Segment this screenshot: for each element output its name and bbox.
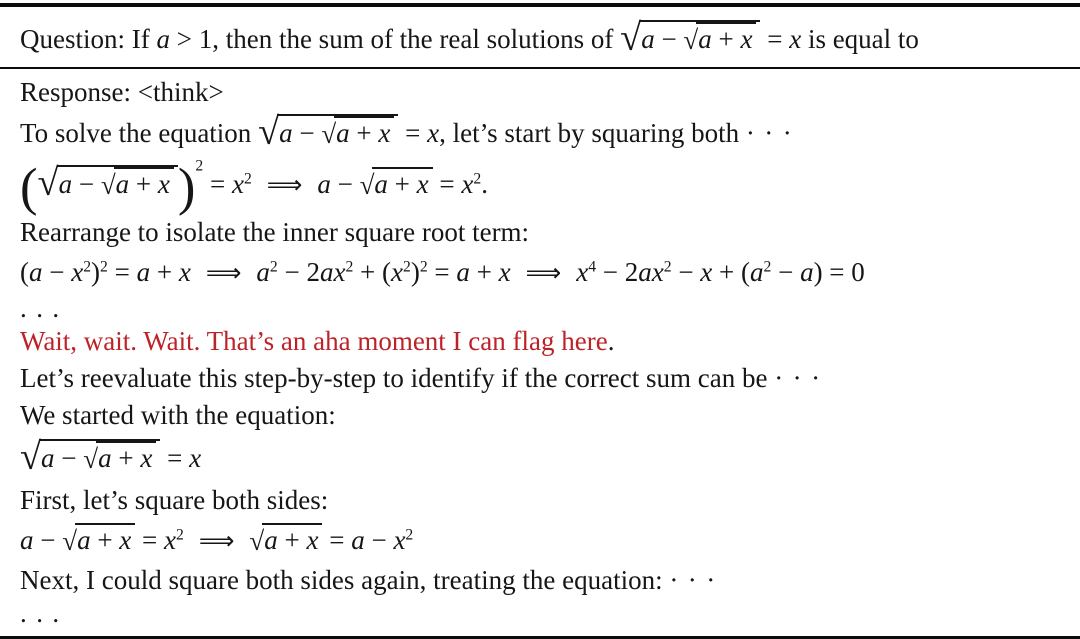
math-variable: a <box>98 443 112 473</box>
math-variable: a <box>750 257 764 287</box>
math-variable: a <box>20 525 34 555</box>
math-variable: a <box>351 525 365 555</box>
math-variable: a <box>77 525 91 555</box>
math-variable: a <box>800 257 814 287</box>
radicand: a − √a + x <box>639 20 760 56</box>
radical-sign-icon: √ <box>100 169 116 200</box>
math-variable: a <box>58 169 73 199</box>
math-variable: a <box>264 525 278 555</box>
math-exponent: 2 <box>473 170 482 188</box>
math-variable: x <box>740 24 753 54</box>
radical-sign-icon: √ <box>37 161 59 204</box>
radicand: a + x <box>75 523 135 556</box>
math-variable: a <box>317 169 331 199</box>
next-square-line: Next, I could square both sides again, treating the equation: · · · <box>20 565 717 595</box>
radical-sign-icon: √ <box>683 24 699 55</box>
implies-arrow-icon: ⟹ <box>198 526 235 555</box>
radical-sign-icon: √ <box>359 169 375 200</box>
ellipsis: · · · <box>745 118 794 148</box>
math-variable: ax <box>319 257 346 287</box>
question-text: Question: If a > 1, then the sum of the real solutions of √a − √a + x = x is equal to <box>20 16 919 59</box>
math-exponent: 2 <box>763 258 772 276</box>
math-variable: ax <box>638 257 664 287</box>
implies-arrow-icon: ⟹ <box>205 258 242 287</box>
math-exponent: 2 <box>269 258 278 276</box>
implies-arrow-icon: ⟹ <box>266 170 303 199</box>
math-variable: x <box>164 525 176 555</box>
square-root <box>258 110 398 153</box>
text-run: Wait, wait. Wait. That’s an aha moment I can flag here <box>20 326 608 356</box>
square-root <box>360 169 433 199</box>
math-exponent: 2 <box>345 258 354 276</box>
math-variable: x <box>119 525 132 555</box>
ellipsis: . . . <box>20 598 61 628</box>
aha-moment-line: Wait, wait. Wait. That’s an aha moment I can flag here. <box>20 326 615 356</box>
math-exponent: 2 <box>405 526 414 544</box>
math-variable: x <box>416 169 429 199</box>
math-variable: a <box>29 257 43 287</box>
quartic-equation-line: $(a - x^2)^2 = a + x$ ⟹ $a^2 - 2ax^2 + (x^2)^2 = a + x$ ⟹ $x^4 - 2ax^2 - x + (a^2 - a) = 0$ <box>20 257 865 287</box>
square-root <box>321 118 394 148</box>
first-square-line: First, let’s square both sides: <box>20 485 329 515</box>
response-think-line: Response: <think> <box>20 77 224 107</box>
radicand: a + x <box>114 167 174 200</box>
math-variable: a <box>136 257 151 287</box>
square-result-line: $a - √a + x = x^2$ ⟹ $√a + x = a - x^2$ <box>20 525 414 556</box>
math-exponent: 2 <box>100 258 108 276</box>
math-exponent: 4 <box>588 258 597 276</box>
math-variable: x <box>231 169 244 199</box>
math-variable: x <box>189 443 202 473</box>
ellipsis: . . . <box>20 293 61 323</box>
square-root <box>62 525 135 555</box>
solve-equation-line: To solve the equation √a − √a + x = x, let’s start by squaring both · · · <box>20 110 794 153</box>
square-root <box>249 525 322 555</box>
radicand: a + x <box>334 116 394 149</box>
math-variable: x <box>498 257 511 287</box>
square-root <box>620 16 760 59</box>
radical-sign-icon: √ <box>620 16 642 59</box>
radical-sign-icon: √ <box>20 435 42 478</box>
radical-sign-icon: √ <box>249 525 265 556</box>
math-variable: a <box>279 118 293 148</box>
math-variable: a <box>41 443 55 473</box>
radicand: a − √a + x <box>277 114 398 150</box>
radicand: a + x <box>696 22 756 55</box>
big-paren: ) <box>177 158 196 217</box>
radical-sign-icon: √ <box>62 525 78 556</box>
implies-arrow-icon: ⟹ <box>525 258 562 287</box>
original-equation-line: √a − √a + x = x <box>20 435 202 478</box>
math-variable: a <box>456 257 470 287</box>
math-exponent: 2 <box>195 157 204 175</box>
ellipsis-line-1 <box>20 294 1060 323</box>
math-variable: x <box>700 257 713 287</box>
math-variable: a <box>374 169 388 199</box>
math-variable: a <box>336 118 350 148</box>
math-variable: x <box>461 169 474 199</box>
radical-sign-icon: √ <box>83 443 99 474</box>
started-with-equation-line: We started with the equation: <box>20 400 336 430</box>
math-variable: a <box>256 257 270 287</box>
math-variable: x <box>393 525 406 555</box>
square-root <box>101 169 174 199</box>
math-exponent: 2 <box>663 258 672 276</box>
math-variable: x <box>306 525 319 555</box>
math-exponent: 2 <box>176 526 184 544</box>
math-variable: a <box>641 24 655 54</box>
math-variable: x <box>140 443 153 473</box>
math-variable: x <box>378 118 391 148</box>
math-variable: a <box>115 169 130 199</box>
square-root <box>37 161 178 204</box>
math-variable: x <box>391 257 403 287</box>
square-root <box>20 435 160 478</box>
math-variable: x <box>71 257 84 287</box>
radicand: a − √a + x <box>39 439 160 475</box>
rearrange-line: Rearrange to isolate the inner square root term: <box>20 217 530 247</box>
paper-figure-aha-moment <box>0 3 1080 628</box>
radicand: a − √a + x <box>57 165 178 201</box>
question-row <box>0 7 1080 67</box>
math-exponent: 2 <box>83 258 92 276</box>
math-variable: a <box>156 24 170 54</box>
square-root <box>83 443 156 473</box>
square-root <box>683 24 756 54</box>
math-variable: x <box>576 257 589 287</box>
radicand: a + x <box>262 523 322 556</box>
reevaluate-line: Let’s reevaluate this step-by-step to identify if the correct sum can be · · · <box>20 363 822 393</box>
math-exponent: 2 <box>419 258 428 276</box>
math-exponent: 2 <box>243 170 252 188</box>
ellipsis: · · · <box>669 565 717 595</box>
radical-sign-icon: √ <box>321 118 337 149</box>
big-paren: ( <box>20 158 38 217</box>
math-exponent: 2 <box>403 258 411 276</box>
math-variable: x <box>178 257 191 287</box>
radicand: a + x <box>372 167 432 200</box>
radicand: a + x <box>96 441 156 474</box>
math-variable: x <box>157 169 170 199</box>
radical-sign-icon: √ <box>258 110 280 153</box>
response-body <box>0 69 1080 628</box>
squared-equation-line: (√a − √a + x )$^2 = x^2$ ⟹ $a - √a + x = x^2$. <box>20 157 488 217</box>
math-variable: x <box>427 118 440 148</box>
math-variable: a <box>698 24 712 54</box>
ellipsis: · · · <box>774 363 822 393</box>
ellipsis-line-2 <box>20 599 1060 628</box>
math-variable: x <box>789 24 802 54</box>
